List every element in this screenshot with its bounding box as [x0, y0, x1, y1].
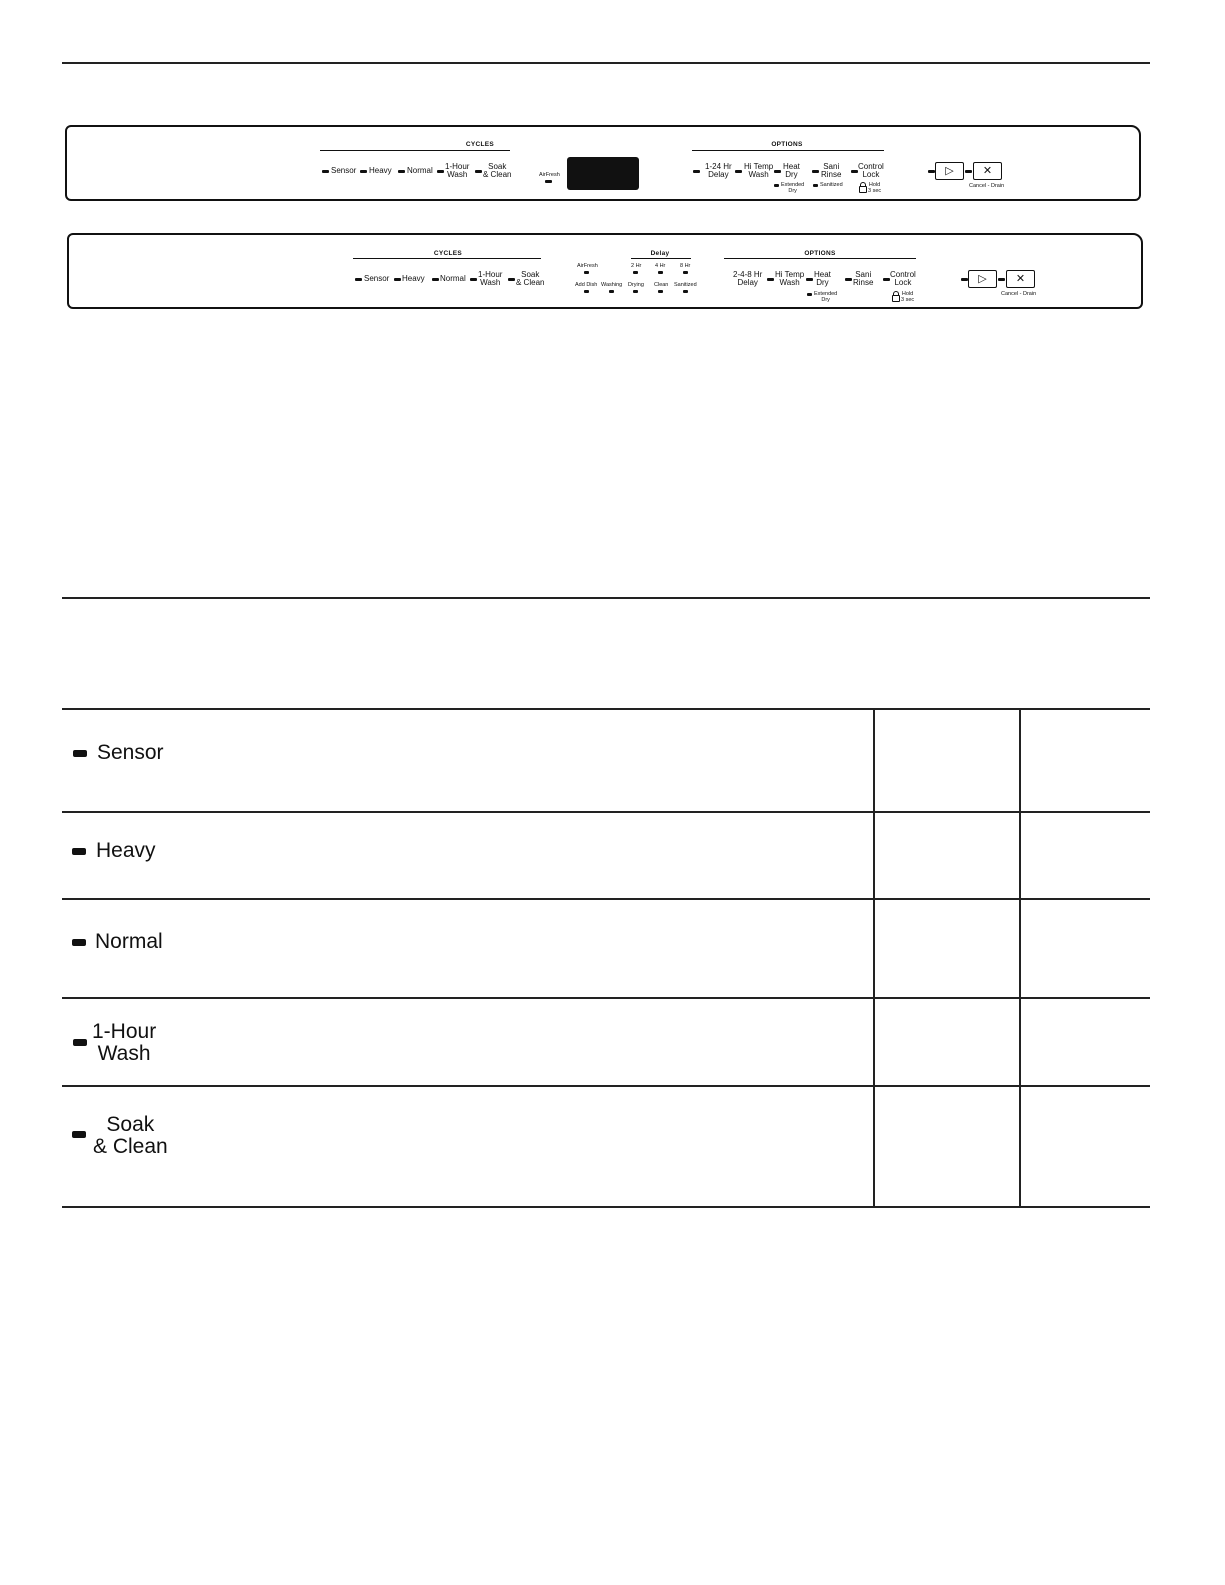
options-underline [724, 258, 916, 259]
option-delay-led [693, 170, 700, 173]
lock-icon [859, 186, 867, 193]
start-led [928, 170, 935, 173]
sanitized-label: Sanitized [820, 182, 843, 188]
row-label-heavy: Heavy [96, 839, 156, 862]
delay-2hr-label: 2 Hr [631, 263, 642, 269]
airfresh-label: AirFresh [539, 172, 560, 178]
play-icon: ▷ [978, 272, 987, 285]
control-panel-1 [65, 125, 1141, 201]
heavy-led-icon [72, 848, 86, 855]
option-heatdry-led [774, 170, 781, 173]
delay-8hr-led [683, 271, 688, 274]
option-controllock-led [883, 278, 890, 281]
cycle-1hour-wash-button[interactable]: 1-Hour Wash [445, 162, 470, 179]
status-clean-label: Clean [654, 282, 669, 288]
cycle-1hour-led [470, 278, 477, 281]
status-washing-led [609, 290, 614, 293]
option-sanirinse-led [812, 170, 819, 173]
option-heatdry-led [806, 278, 813, 281]
top-rule [62, 62, 1150, 64]
extended-dry-led [807, 293, 812, 296]
sensor-led-icon [73, 750, 87, 757]
delay-2hr-led [633, 271, 638, 274]
cycles-header: CYCLES [433, 250, 463, 257]
cycles-header: CYCLES [465, 141, 495, 148]
cancel-drain-label: Cancel - Drain [969, 183, 1005, 189]
delay-underline [631, 258, 691, 259]
status-clean-led [658, 290, 663, 293]
delay-4hr-label: 4 Hr [655, 263, 666, 269]
table-row [62, 811, 1150, 899]
cycle-sensor-led [355, 278, 362, 281]
delay-4hr-led [658, 271, 663, 274]
cycle-soak-clean-button[interactable]: Soak & Clean [483, 162, 512, 179]
table-row [62, 708, 1150, 812]
cycle-soak-led [475, 170, 482, 173]
hold-3sec-label: Hold 3 sec [868, 182, 882, 194]
status-washing-label: Washing [601, 282, 623, 288]
lock-icon [892, 295, 900, 302]
extended-dry-label: Extended Dry [814, 291, 838, 303]
time-display [567, 157, 639, 190]
option-hitemp-led [735, 170, 742, 173]
status-sanitized-led [683, 290, 688, 293]
cycle-soak-led [508, 278, 515, 281]
option-sani-rinse-button[interactable]: Sani Rinse [853, 270, 874, 287]
status-airfresh-label: AirFresh [577, 263, 598, 269]
options-header: OPTIONS [771, 141, 803, 148]
extended-dry-label: Extended Dry [781, 182, 805, 194]
section-rule [62, 597, 1150, 599]
table-row [62, 898, 1150, 998]
option-controllock-led [851, 170, 858, 173]
table-row [62, 997, 1150, 1086]
cycle-heavy-led [360, 170, 367, 173]
table-row [62, 1085, 1150, 1208]
cycle-sensor-button[interactable]: Sensor [331, 166, 357, 175]
status-sanitized-label: Sanitized [674, 282, 697, 288]
cycle-normal-button[interactable]: Normal [440, 274, 466, 283]
status-add-dish-label: Add Dish [575, 282, 598, 288]
cancel-drain-button[interactable] [1006, 270, 1035, 288]
close-icon: ✕ [982, 164, 993, 177]
soak-clean-led-icon [72, 1131, 86, 1138]
option-sani-rinse-button[interactable]: Sani Rinse [821, 162, 842, 179]
status-drying-label: Drying [628, 282, 644, 288]
option-hitemp-led [767, 278, 774, 281]
status-drying-led [633, 290, 638, 293]
option-sanirinse-led [845, 278, 852, 281]
cancel-drain-label: Cancel - Drain [1001, 291, 1037, 297]
status-airfresh-led [584, 271, 589, 274]
cycle-1hour-led [437, 170, 444, 173]
cycle-heavy-button[interactable]: Heavy [369, 166, 392, 175]
row-label-sensor: Sensor [97, 741, 164, 764]
cycle-normal-button[interactable]: Normal [407, 166, 433, 175]
options-header: OPTIONS [804, 250, 836, 257]
close-icon: ✕ [1015, 272, 1026, 285]
play-icon: ▷ [945, 164, 954, 177]
option-heat-dry-button[interactable]: Heat Dry [814, 270, 831, 287]
cancel-drain-button[interactable] [973, 162, 1002, 180]
row-label-normal: Normal [95, 930, 163, 953]
options-underline [692, 150, 884, 151]
option-hi-temp-wash-button[interactable]: Hi Temp Wash [775, 270, 805, 287]
start-button[interactable] [968, 270, 997, 288]
delay-header: Delay [650, 250, 670, 257]
option-delay-button[interactable]: 1-24 Hr Delay [705, 162, 732, 179]
cycle-normal-led [432, 278, 439, 281]
cancel-led [965, 170, 972, 173]
start-led [961, 278, 968, 281]
table-bottom-rule [62, 1206, 1150, 1208]
start-button[interactable] [935, 162, 964, 180]
cycles-underline [353, 258, 541, 259]
extended-dry-led [774, 184, 779, 187]
delay-8hr-label: 8 Hr [680, 263, 691, 269]
cycle-heavy-button[interactable]: Heavy [402, 274, 425, 283]
sanitized-led [813, 184, 818, 187]
normal-led-icon [72, 939, 86, 946]
cycle-normal-led [398, 170, 405, 173]
cycles-underline [320, 150, 510, 151]
option-control-lock-button[interactable]: Control Lock [890, 270, 916, 287]
row-label-1hour-wash: 1-Hour Wash [92, 1020, 157, 1065]
cycle-soak-clean-button[interactable]: Soak & Clean [516, 270, 545, 287]
option-control-lock-button[interactable]: Control Lock [858, 162, 884, 179]
option-hi-temp-wash-button[interactable]: Hi Temp Wash [744, 162, 774, 179]
row-label-soak-clean: Soak & Clean [93, 1113, 168, 1158]
option-delay-button[interactable]: 2-4-8 Hr Delay [733, 270, 763, 287]
cycle-sensor-led [322, 170, 329, 173]
cycle-sensor-button[interactable]: Sensor [364, 274, 390, 283]
status-add-dish-led [584, 290, 589, 293]
airfresh-led [545, 180, 552, 183]
control-panel-2 [67, 233, 1143, 309]
option-heat-dry-button[interactable]: Heat Dry [783, 162, 800, 179]
cycle-heavy-led [394, 278, 401, 281]
cycle-1hour-wash-button[interactable]: 1-Hour Wash [478, 270, 503, 287]
1hour-wash-led-icon [73, 1039, 87, 1046]
cancel-led [998, 278, 1005, 281]
hold-3sec-label: Hold 3 sec [901, 291, 915, 303]
